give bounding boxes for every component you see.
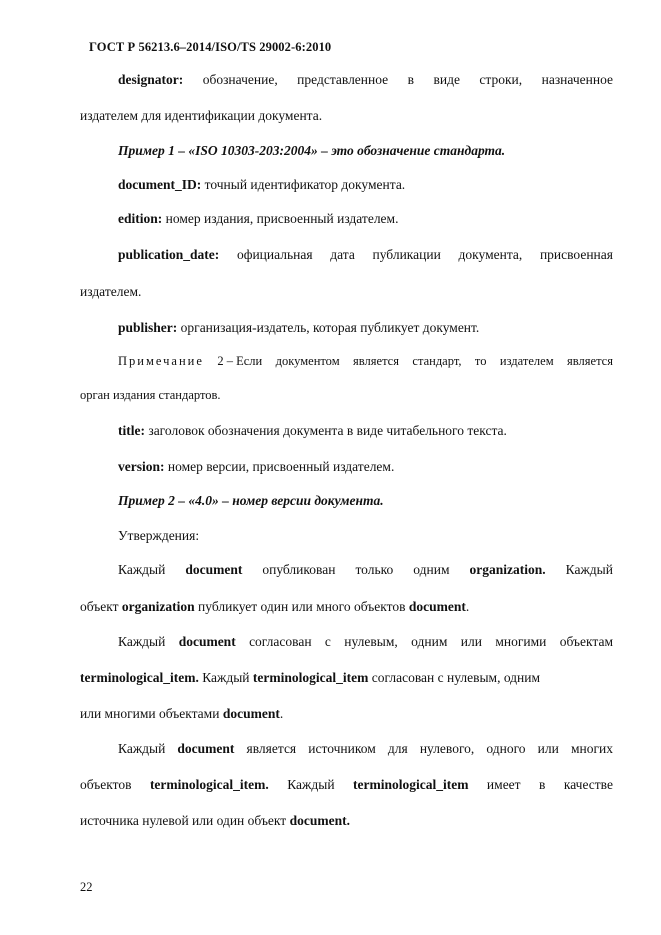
word: 2 – Если	[217, 354, 263, 368]
word: объектов	[80, 777, 132, 792]
word: представленное	[297, 72, 389, 87]
word: является	[246, 741, 297, 756]
word: имеет	[486, 777, 521, 792]
word: источником	[308, 741, 376, 756]
word: то	[474, 354, 487, 368]
designator-line-1	[118, 72, 613, 88]
def-document-id	[118, 177, 405, 193]
text: .	[279, 706, 284, 721]
text: Каждый	[198, 670, 253, 685]
word: или	[460, 634, 482, 649]
word: document	[185, 562, 243, 577]
word: в	[407, 72, 415, 87]
def-text: заголовок обозначения документа в виде читабельного текста.	[144, 423, 507, 438]
page-number: 22	[80, 880, 93, 894]
assertion-3-line-3	[80, 813, 350, 829]
word: является	[567, 354, 613, 368]
word: для	[387, 741, 408, 756]
word: terminological_item.	[149, 777, 269, 792]
assertion-3-line-2	[80, 777, 613, 793]
word: document	[178, 634, 236, 649]
word: объектам	[559, 634, 613, 649]
word: одним	[411, 634, 448, 649]
def-edition	[118, 211, 398, 227]
text: document.	[289, 813, 350, 828]
word: документа,	[458, 247, 523, 262]
text: terminological_item	[252, 670, 369, 685]
standard-header: ГОСТ Р 56213.6–2014/ISO/TS 29002-6:2010	[89, 40, 332, 54]
text: terminological_item.	[80, 670, 199, 685]
word: публикации	[372, 247, 441, 262]
word: только	[355, 562, 394, 577]
word: в	[539, 777, 546, 792]
note-label: Примечание	[118, 354, 204, 368]
def-version	[118, 459, 394, 475]
publication-date-line-1	[118, 247, 613, 263]
word: качестве	[563, 777, 613, 792]
word: виде	[433, 72, 460, 87]
word: многих	[570, 741, 613, 756]
def-publisher	[118, 320, 479, 336]
term-document-id: document_ID:	[118, 177, 202, 192]
word: Каждый	[287, 777, 335, 792]
word: является	[353, 354, 399, 368]
term-title: title:	[118, 423, 145, 438]
text: .	[465, 599, 470, 614]
text: публикует один или много объектов	[194, 599, 409, 614]
def-text: номер версии, присвоенный издателем.	[164, 459, 395, 474]
word: строки,	[479, 72, 523, 87]
word: многими	[495, 634, 547, 649]
word: документом	[275, 354, 340, 368]
assertion-2-line-1	[118, 634, 613, 650]
word: с	[324, 634, 331, 649]
text: источника нулевой или один объект	[80, 813, 290, 828]
word: назначенное	[541, 72, 613, 87]
designator-line-2: издателем для идентификации документа.	[80, 108, 323, 123]
text: document	[222, 706, 280, 721]
word: organization.	[469, 562, 546, 577]
word: Каждый	[565, 562, 613, 577]
term-designator: designator:	[118, 72, 184, 87]
assertion-2-line-3	[80, 706, 283, 722]
assertions-heading: Утверждения:	[118, 528, 200, 543]
word: нулевого,	[419, 741, 475, 756]
word: или	[537, 741, 559, 756]
text: объект	[80, 599, 122, 614]
term-publisher: publisher:	[118, 320, 178, 335]
example-1: Пример 1 – «ISO 10303-203:2004» – это обозначение стандарта.	[118, 143, 506, 158]
note-2-line-2: орган издания стандартов.	[80, 388, 221, 402]
example-2: Пример 2 – «4.0» – номер версии документа.	[118, 493, 384, 508]
word: нулевым,	[344, 634, 398, 649]
word: издателем	[499, 354, 554, 368]
word: официальная	[236, 247, 313, 262]
word: Каждый	[118, 562, 166, 577]
word: одним	[413, 562, 450, 577]
word: обозначение,	[202, 72, 278, 87]
word: terminological_item	[353, 777, 469, 792]
word: стандарт,	[412, 354, 462, 368]
publication-date-line-2: издателем.	[80, 284, 142, 299]
text: согласован с нулевым, одним	[368, 670, 541, 685]
word: дата	[330, 247, 355, 262]
def-text: точный идентификатор документа.	[201, 177, 406, 192]
text: document	[408, 599, 466, 614]
word: одного	[486, 741, 526, 756]
word: опубликован	[262, 562, 336, 577]
text: или многими объектами	[80, 706, 223, 721]
word: Каждый	[118, 634, 166, 649]
def-text: номер издания, присвоенный издателем.	[162, 211, 399, 226]
term-edition: edition:	[118, 211, 163, 226]
word: присвоенная	[539, 247, 613, 262]
assertion-2-line-2	[80, 670, 540, 686]
term-version: version:	[118, 459, 165, 474]
assertion-1-line-1	[118, 562, 613, 578]
note-2-line-1	[118, 354, 613, 369]
assertion-1-line-2	[80, 599, 469, 615]
word: Каждый	[118, 741, 166, 756]
assertion-3-line-1	[118, 741, 613, 757]
def-title	[118, 423, 507, 439]
word: согласован	[249, 634, 312, 649]
word: document	[177, 741, 235, 756]
text: organization	[121, 599, 195, 614]
def-text: организация-издатель, которая публикует документ.	[177, 320, 480, 335]
term-publication-date: publication_date:	[118, 247, 220, 262]
